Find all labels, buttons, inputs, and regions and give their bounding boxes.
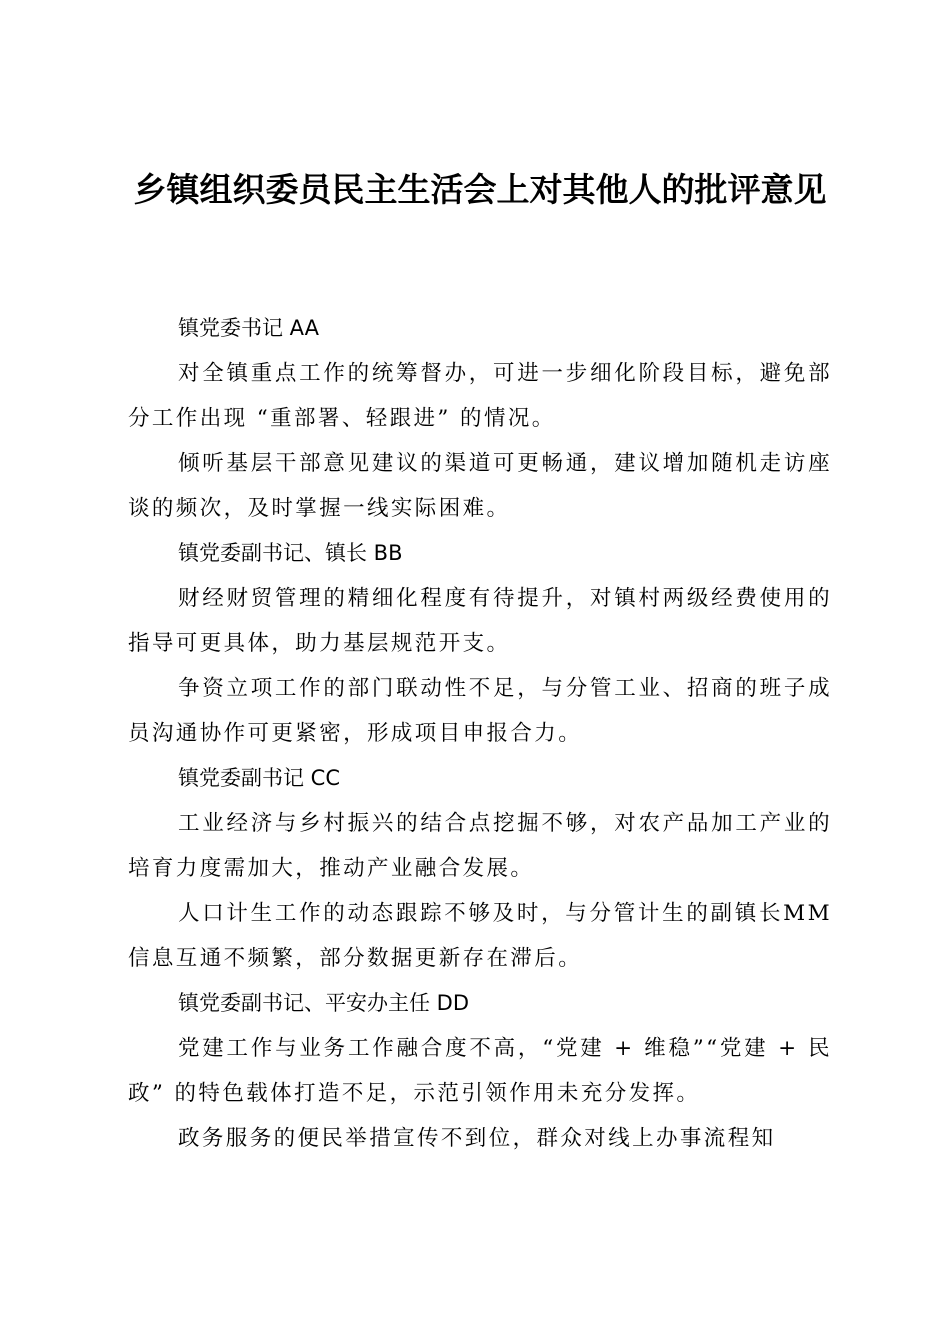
section-cc bbox=[128, 756, 832, 981]
section-dd bbox=[128, 981, 832, 1161]
section-heading: 镇党委副书记、平安办主任 DD bbox=[178, 991, 470, 1015]
document-body bbox=[128, 306, 832, 1161]
paragraph: 人口计生工作的动态跟踪不够及时，与分管计生的副镇长MM 信息互通不频繁，部分数据更新存在滞后。 bbox=[128, 901, 832, 971]
paragraph: 对全镇重点工作的统筹督办，可进一步细化阶段目标，避免部分工作出现 “重部署、轻跟进” 的情况。 bbox=[128, 361, 832, 431]
paragraph: 争资立项工作的部门联动性不足，与分管工业、招商的班子成员沟通协作可更紧密，形成项目申报合力。 bbox=[128, 676, 832, 746]
section-heading: 镇党委副书记 CC bbox=[178, 766, 341, 790]
paragraph: 党建工作与业务工作融合度不高，“党建 + 维稳”“党建 + 民政” 的特色载体打造不足，示范引领作用未充分发挥。 bbox=[128, 1036, 832, 1106]
paragraph: 工业经济与乡村振兴的结合点挖掘不够，对农产品加工产业的培育力度需加大，推动产业融合发展。 bbox=[128, 811, 832, 881]
section-heading: 镇党委书记 AA bbox=[178, 316, 319, 340]
document-title: 乡镇组织委员民主生活会上对其他人的批评意见 bbox=[133, 170, 827, 209]
section-heading: 镇党委副书记、镇长 BB bbox=[178, 541, 403, 565]
section-bb bbox=[128, 531, 832, 756]
paragraph: 财经财贸管理的精细化程度有待提升，对镇村两级经费使用的指导可更具体，助力基层规范开支。 bbox=[128, 586, 832, 656]
section-aa bbox=[128, 306, 832, 531]
paragraph: 倾听基层干部意见建议的渠道可更畅通，建议增加随机走访座谈的频次，及时掌握一线实际困难。 bbox=[128, 451, 832, 521]
paragraph: 政务服务的便民举措宣传不到位，群众对线上办事流程知 bbox=[178, 1126, 776, 1151]
